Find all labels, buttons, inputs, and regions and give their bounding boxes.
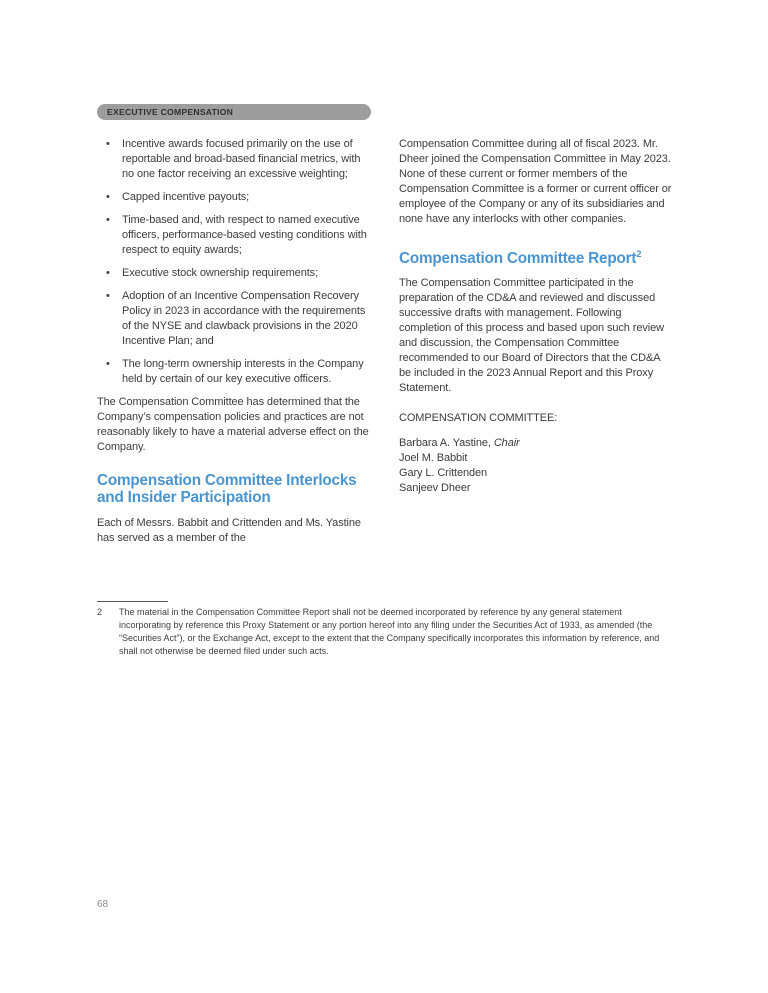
bullet-text: Incentive awards focused primarily on the use of reportable and broad-based financial metrics, with no one factor receiving an excessive weighting; <box>122 138 361 180</box>
heading-committee-report <box>399 250 674 267</box>
bullet-icon: • <box>106 290 110 302</box>
bullet-icon: • <box>106 267 110 279</box>
list-item <box>97 289 374 349</box>
bullet-icon: • <box>106 138 110 150</box>
page-number: 68 <box>97 899 109 910</box>
member-name: Barbara A. Yastine, <box>399 437 494 449</box>
heading-interlocks: Compensation Committee Interlocks and Insider Participation <box>97 472 357 506</box>
committee-member <box>399 451 674 466</box>
footnote-divider <box>97 601 168 602</box>
paragraph-report: The Compensation Committee participated in the preparation of the CD&A and reviewed and discussed successive drafts with management. Following completion of this process and based upon such review and discussion, the Compensation Committee recommended to our Board of Directors that the CD&A be included in the 2023 Annual Report and this Proxy Statement. <box>399 277 664 394</box>
section-header-pill <box>97 104 371 120</box>
left-column <box>97 137 374 556</box>
list-item <box>97 213 374 258</box>
member-role: Chair <box>493 437 520 449</box>
footnote-text: The material in the Compensation Committee Report shall not be deemed incorporated by reference by any general statement incorporating by reference this Proxy Statement or any portion hereof into any filing under the Securities Act of 1933, as amended (the “Securities Act”), or the Exchange Act, except to the extent that the Company specifically incorporates this information by reference, and shall not otherwise be deemed filed under such acts. <box>119 607 660 656</box>
section-header-label: EXECUTIVE COMPENSATION <box>107 107 234 117</box>
list-item <box>97 137 374 182</box>
committee-member <box>399 466 674 481</box>
bullet-text: The long-term ownership interests in the Company held by certain of our key executive officers. <box>122 358 364 385</box>
bullet-text: Executive stock ownership requirements; <box>122 267 319 279</box>
bullet-icon: • <box>106 191 110 203</box>
footnote-number: 2 <box>97 607 103 617</box>
footnote-block <box>97 601 674 658</box>
committee-member <box>399 436 674 451</box>
footnote-reference: 2 <box>636 248 642 260</box>
member-name: Gary L. Crittenden <box>399 467 488 479</box>
bullet-icon: • <box>106 358 110 370</box>
bullet-text: Capped incentive payouts; <box>122 191 250 203</box>
paragraph-interlocks-continued: Compensation Committee during all of fiscal 2023. Mr. Dheer joined the Compensation Committee in May 2023. None of these current or former members of the Compensation Committee is a former or current officer or employee of the Company or any of its subsidiaries and none have any interlocks with other companies. <box>399 138 672 225</box>
bullet-icon: • <box>106 214 110 226</box>
committee-member <box>399 481 674 496</box>
bullet-text: Adoption of an Incentive Compensation Recovery Policy in 2023 in accordance with the requirements of the NYSE and clawback provisions in the 2020 Incentive Plan; and <box>122 290 366 347</box>
list-item <box>97 190 374 205</box>
paragraph-interlocks: Each of Messrs. Babbit and Crittenden and Ms. Yastine has served as a member of the <box>97 517 361 544</box>
paragraph-risk-determination: The Compensation Committee has determined that the Company’s compensation policies and practices are not reasonably likely to have a material adverse effect on the Company. <box>97 396 369 453</box>
list-item <box>97 357 374 387</box>
committee-label: COMPENSATION COMMITTEE: <box>399 412 558 424</box>
right-column <box>399 137 674 496</box>
list-item <box>97 266 374 281</box>
heading-committee-report-text: Compensation Committee Report <box>399 250 637 267</box>
bullet-text: Time-based and, with respect to named executive officers, performance-based vesting conditions with respect to equity awards; <box>122 214 367 256</box>
member-name: Sanjeev Dheer <box>399 482 471 494</box>
member-name: Joel M. Babbit <box>399 452 468 464</box>
